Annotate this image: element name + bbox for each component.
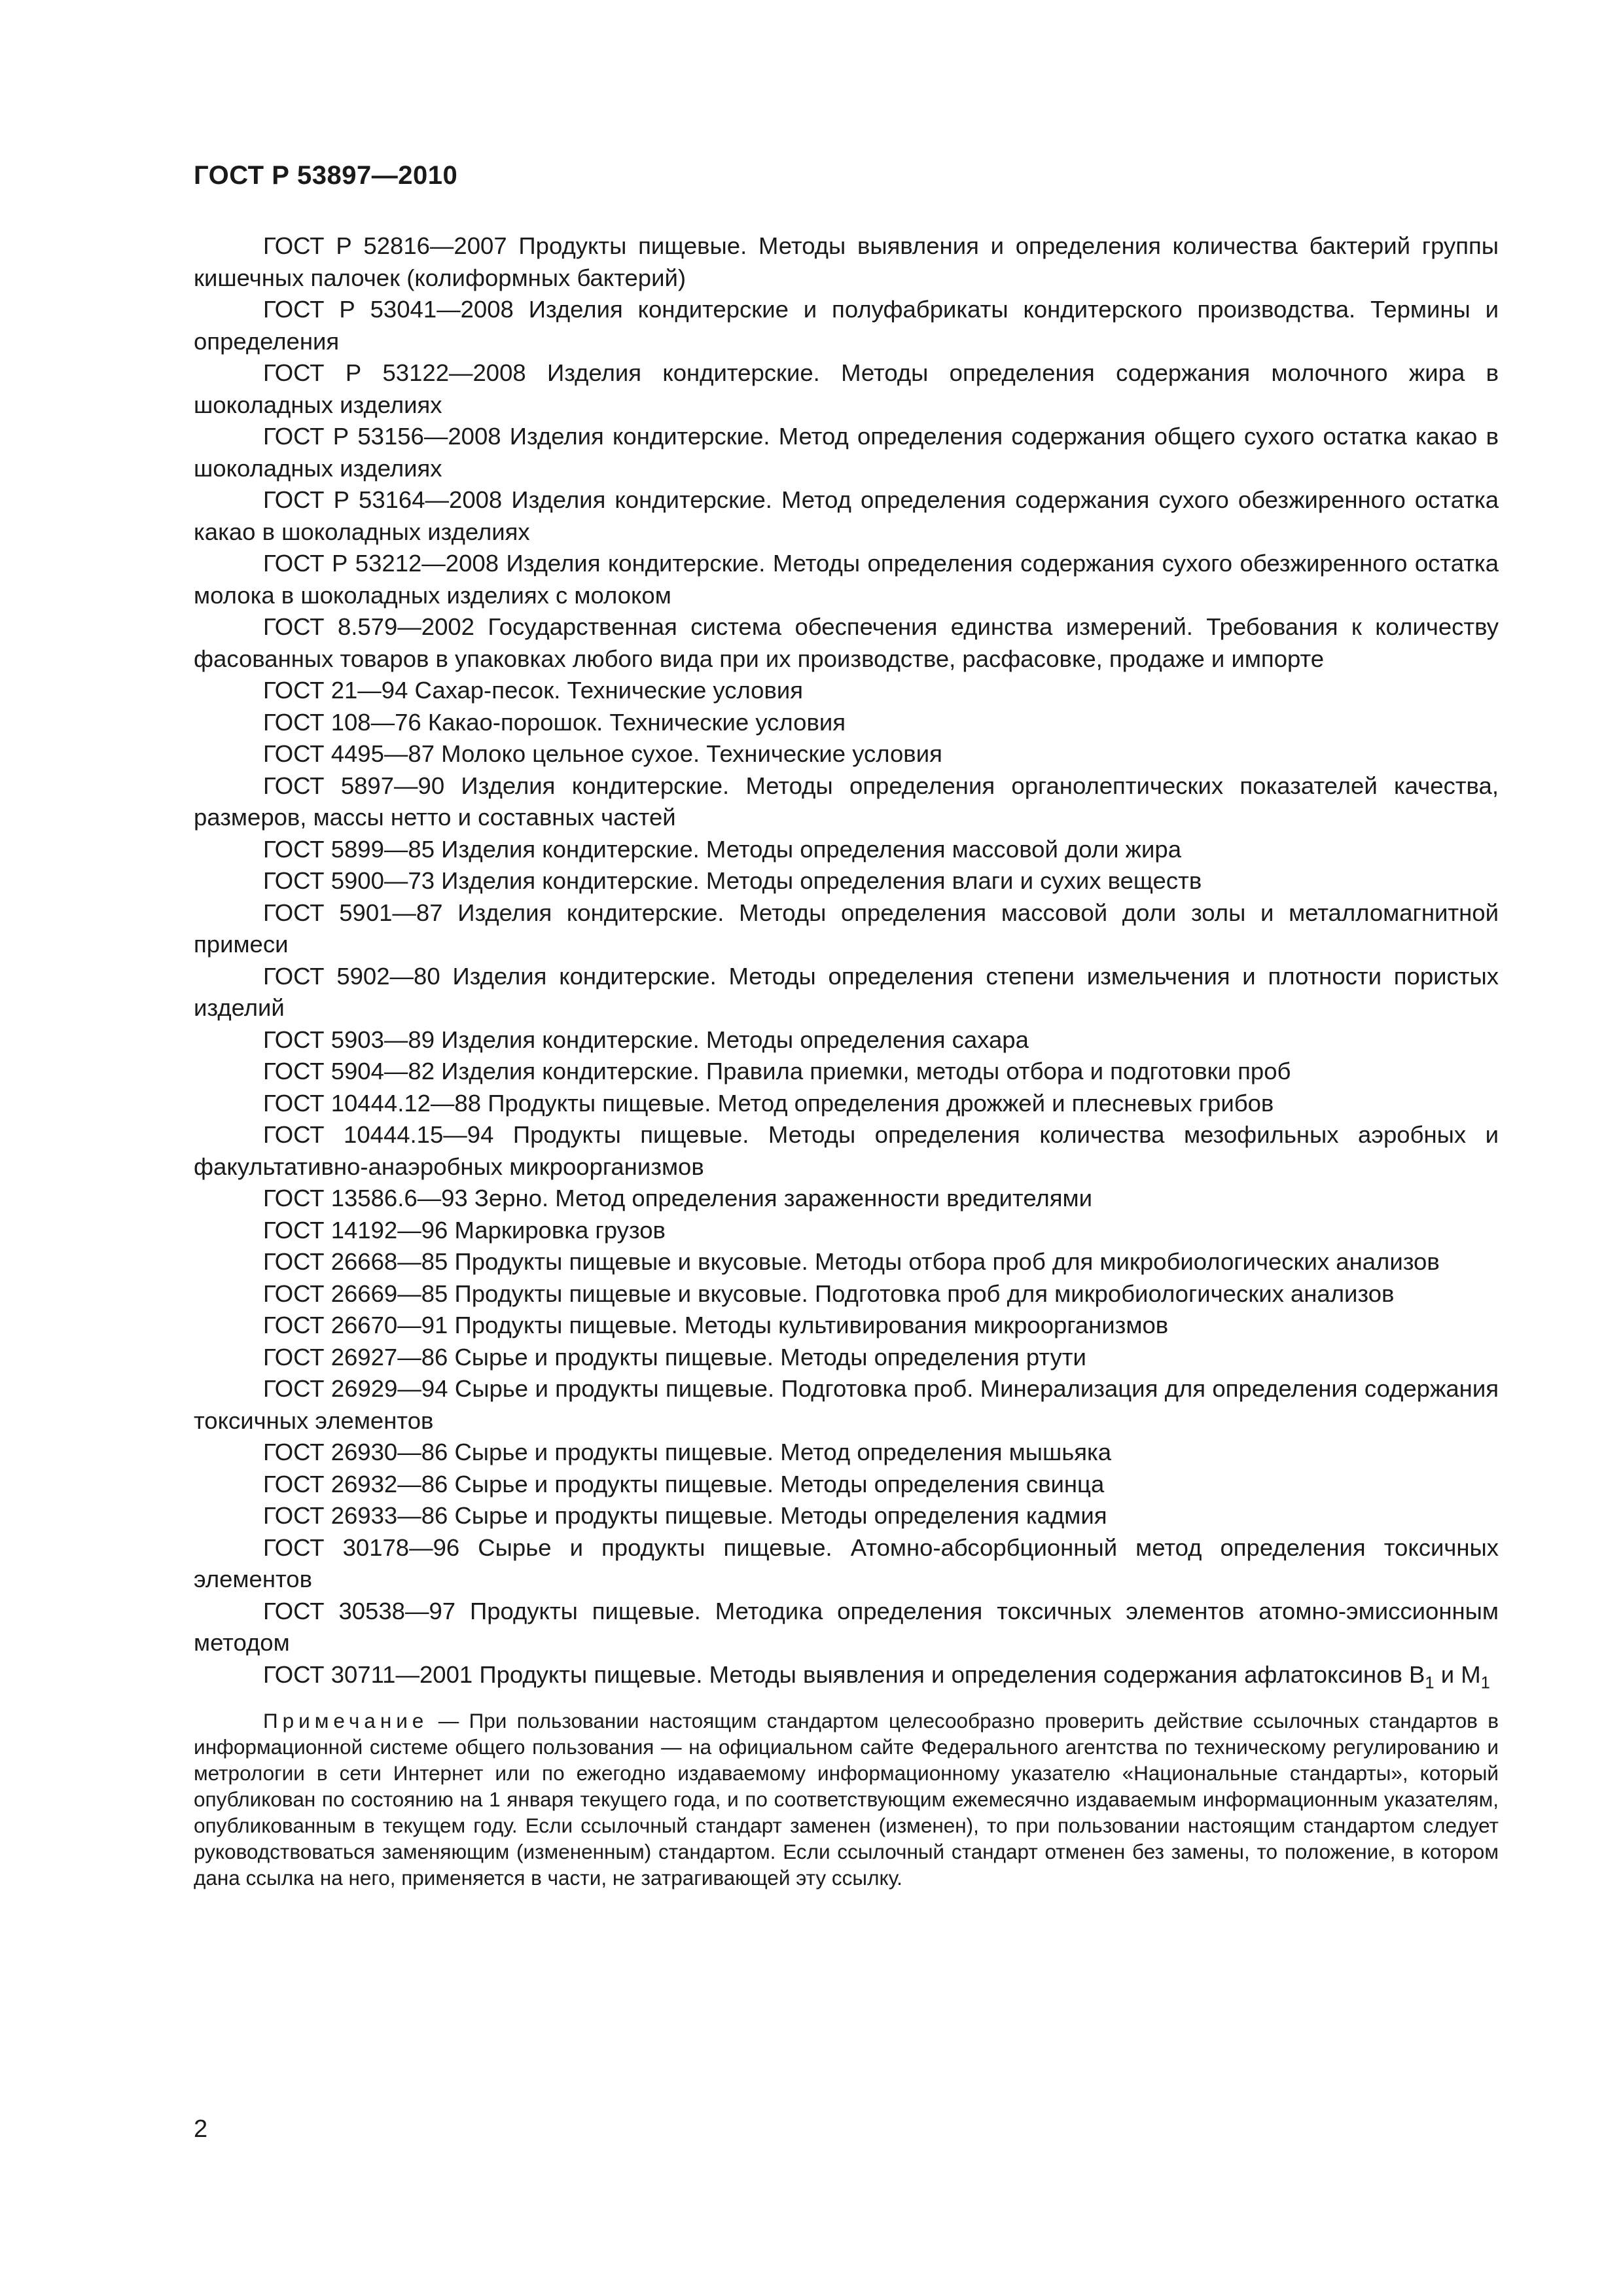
- reference-title: Продукты пищевые. Методы выявления и определения количества бактерий группы кишечных палочек (колиформных бактерий): [194, 232, 1499, 291]
- reference-code: ГОСТ 26669—85: [263, 1280, 448, 1307]
- reference-title: Продукты пищевые. Методика определения токсичных элементов атомно-эмиссионным методом: [194, 1597, 1499, 1656]
- reference-code: ГОСТ Р 53164—2008: [263, 486, 503, 513]
- reference-title: Зерно. Метод определения зараженности вредителями: [474, 1185, 1092, 1211]
- reference-title: Сырье и продукты пищевые. Метод определения мышьяка: [454, 1439, 1112, 1465]
- reference-code: ГОСТ 13586.6—93: [263, 1185, 468, 1211]
- reference-item: [194, 611, 1499, 675]
- reference-item: [194, 1310, 1499, 1342]
- reference-title: Сырье и продукты пищевые. Подготовка проб. Минерализация для определения содержания токсичных элементов: [194, 1375, 1499, 1434]
- reference-item: [194, 1088, 1499, 1120]
- note-label: Примечание: [263, 1709, 429, 1732]
- reference-code: ГОСТ 30711—2001: [263, 1660, 473, 1688]
- reference-item: [194, 548, 1499, 611]
- reference-title: Изделия кондитерские. Методы определения содержания молочного жира в шоколадных изделиях: [194, 359, 1499, 418]
- reference-item: [194, 294, 1499, 357]
- reference-code: ГОСТ 26932—86: [263, 1470, 448, 1498]
- reference-code: ГОСТ 5901—87: [263, 899, 443, 926]
- reference-code: ГОСТ 26668—85: [263, 1248, 448, 1275]
- reference-code: ГОСТ Р 53156—2008: [263, 423, 501, 450]
- reference-code: ГОСТ 21—94: [263, 677, 408, 704]
- reference-item: [194, 675, 1499, 707]
- reference-code: ГОСТ 26927—86: [263, 1343, 448, 1371]
- page-number: 2: [194, 2115, 208, 2143]
- subscript: 1: [1425, 1673, 1435, 1692]
- reference-title: Молоко цельное сухое. Технические условия: [441, 740, 942, 767]
- reference-item: [194, 1119, 1499, 1183]
- reference-title: Изделия кондитерские. Методы определения массовой доли золы и металломагнитной примеси: [194, 899, 1499, 958]
- reference-title: Изделия кондитерские. Методы определения органолептических показателей качества, размеров, массы нетто и составных частей: [194, 772, 1499, 831]
- reference-title: Изделия кондитерские. Методы определения влаги и сухих веществ: [441, 867, 1202, 894]
- reference-item: [194, 770, 1499, 834]
- reference-title: Сырье и продукты пищевые. Методы определения ртути: [454, 1343, 1086, 1371]
- reference-code: ГОСТ Р 53212—2008: [263, 550, 499, 577]
- reference-title: Продукты пищевые и вкусовые. Методы отбора проб для микробиологических анализов: [454, 1248, 1440, 1275]
- note-text: — При пользовании настоящим стандартом целесообразно проверить действие ссылочных стандартов в информационной системе общего пользования — на официальном сайте Федерального агентства по техническому регулированию и метрологии в сети Интернет или по ежегодно издаваемому информационному указателю «Национальные стандарты», который опубликован по состоянию на 1 января текущего года, и по соответствующим ежемесячно издаваемым информационным указателям, опубликованным в текущем году. Если ссылочный стандарт заменен (изменен), то при пользовании настоящим стандартом следует руководствоваться заменяющим (измененным) стандартом. Если ссылочный стандарт отменен без замены, то положение, в котором дана ссылка на него, применяется в части, не затрагивающей эту ссылку.: [194, 1709, 1499, 1890]
- reference-code: ГОСТ 5900—73: [263, 867, 435, 894]
- reference-code: ГОСТ 5903—89: [263, 1026, 435, 1053]
- reference-code: ГОСТ 5897—90: [263, 772, 445, 799]
- reference-code: ГОСТ 26670—91: [263, 1312, 448, 1338]
- reference-title: Сахар-песок. Технические условия: [414, 677, 804, 704]
- reference-item: [194, 1469, 1499, 1501]
- reference-title: Какао-порошок. Технические условия: [427, 708, 846, 736]
- reference-item: [194, 1659, 1499, 1691]
- reference-item: [194, 1596, 1499, 1659]
- reference-item: [194, 421, 1499, 484]
- reference-item: [194, 230, 1499, 294]
- reference-item: [194, 897, 1499, 961]
- reference-list: [194, 230, 1499, 1691]
- reference-code: ГОСТ 26929—94: [263, 1375, 448, 1402]
- reference-item: [194, 1373, 1499, 1437]
- reference-title: Продукты пищевые и вкусовые. Подготовка проб для микробиологических анализов: [454, 1280, 1395, 1307]
- reference-item: [194, 1532, 1499, 1596]
- reference-title: Продукты пищевые. Метод определения дрожжей и плесневых грибов: [488, 1089, 1274, 1117]
- reference-item: [194, 1024, 1499, 1056]
- reference-code: ГОСТ Р 52816—2007: [263, 232, 507, 259]
- reference-item: [194, 961, 1499, 1024]
- reference-code: ГОСТ 5899—85: [263, 835, 435, 863]
- reference-title: Маркировка грузов: [454, 1216, 666, 1244]
- reference-item: [194, 484, 1499, 548]
- reference-item: [194, 865, 1499, 897]
- reference-title: Изделия кондитерские. Метод определения содержания сухого обезжиренного остатка какао в шоколадных изделиях: [194, 486, 1499, 545]
- reference-code: ГОСТ 5904—82: [263, 1058, 435, 1085]
- reference-title: Продукты пищевые. Методы определения количества мезофильных аэробных и факультативно-анаэробных микроорганизмов: [194, 1121, 1499, 1180]
- reference-title: Изделия кондитерские. Методы определения содержания сухого обезжиренного остатка молока в шоколадных изделиях с молоком: [194, 550, 1499, 609]
- reference-code: ГОСТ 26930—86: [263, 1439, 448, 1465]
- reference-code: ГОСТ 14192—96: [263, 1216, 448, 1244]
- reference-item: [194, 357, 1499, 421]
- reference-item: [194, 738, 1499, 770]
- reference-code: ГОСТ 26933—86: [263, 1502, 448, 1529]
- reference-code: ГОСТ 8.579—2002: [263, 613, 474, 640]
- reference-code: ГОСТ 5902—80: [263, 962, 440, 990]
- reference-title: Изделия кондитерские и полуфабрикаты кондитерского производства. Термины и определения: [194, 296, 1499, 355]
- reference-title: Государственная система обеспечения единства измерений. Требования к количеству фасованных товаров в упаковках любого вида при их производстве, расфасовке, продаже и импорте: [194, 613, 1499, 672]
- reference-item: [194, 707, 1499, 739]
- reference-code: ГОСТ 10444.12—88: [263, 1089, 482, 1117]
- reference-title: Изделия кондитерские. Метод определения содержания общего сухого остатка какао в шоколадных изделиях: [194, 423, 1499, 482]
- reference-code: ГОСТ 10444.15—94: [263, 1121, 494, 1148]
- note-paragraph: [194, 1708, 1499, 1891]
- reference-item: [194, 1342, 1499, 1374]
- document-header: ГОСТ Р 53897—2010: [194, 161, 458, 190]
- reference-item: [194, 1056, 1499, 1088]
- reference-code: ГОСТ Р 53041—2008: [263, 296, 514, 323]
- reference-title: Продукты пищевые. Методы культивирования микроорганизмов: [454, 1312, 1169, 1338]
- reference-item: [194, 1500, 1499, 1532]
- reference-code: ГОСТ 108—76: [263, 708, 421, 736]
- reference-title-part: и М: [1434, 1660, 1481, 1688]
- reference-title: Сырье и продукты пищевые. Методы определения кадмия: [454, 1502, 1107, 1529]
- reference-code: ГОСТ 4495—87: [263, 740, 435, 767]
- reference-item: [194, 1278, 1499, 1310]
- reference-title: Изделия кондитерские. Методы определения сахара: [441, 1026, 1029, 1053]
- reference-code: ГОСТ 30178—96: [263, 1534, 460, 1561]
- reference-item: [194, 1215, 1499, 1247]
- references-section: [194, 230, 1499, 1891]
- reference-code: ГОСТ 30538—97: [263, 1597, 456, 1624]
- reference-item: [194, 1183, 1499, 1215]
- reference-title: Сырье и продукты пищевые. Методы определения свинца: [454, 1470, 1105, 1498]
- reference-title: Продукты пищевые. Методы выявления и определения содержания афлатоксинов В: [479, 1660, 1425, 1688]
- reference-item: [194, 834, 1499, 866]
- reference-title: Изделия кондитерские. Методы определения степени измельчения и плотности пористых изделий: [194, 962, 1499, 1021]
- reference-item: [194, 1437, 1499, 1469]
- reference-item: [194, 1246, 1499, 1278]
- reference-title: Изделия кондитерские. Правила приемки, методы отбора и подготовки проб: [441, 1058, 1291, 1085]
- reference-title: Сырье и продукты пищевые. Атомно-абсорбционный метод определения токсичных элементов: [194, 1534, 1499, 1592]
- subscript: 1: [1480, 1673, 1490, 1692]
- reference-title: Изделия кондитерские. Методы определения массовой доли жира: [441, 835, 1182, 863]
- reference-code: ГОСТ Р 53122—2008: [263, 359, 526, 386]
